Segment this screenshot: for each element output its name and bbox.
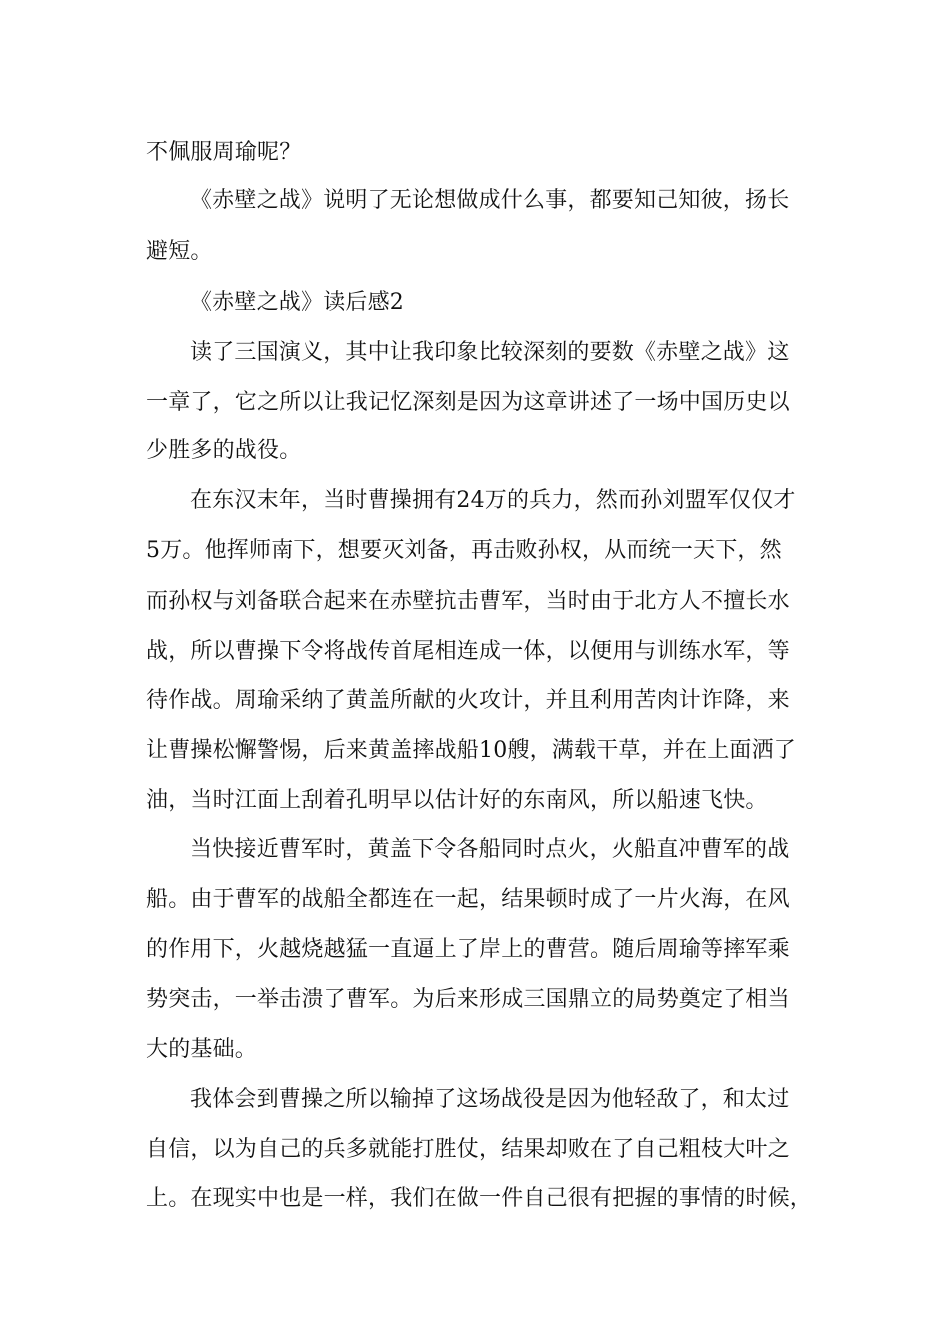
text-line: 自信，以为自己的兵多就能打胜仗，结果却败在了自己粗枝大叶之 bbox=[146, 1137, 790, 1162]
text-line: 我体会到曹操之所以输掉了这场战役是因为他轻敌了，和太过 bbox=[190, 1087, 790, 1112]
text-line: 在东汉末年，当时曹操拥有24万的兵力，然而孙刘盟军仅仅才 bbox=[190, 488, 796, 513]
text-line: 的作用下，火越烧越猛一直逼上了岸上的曹营。随后周瑜等摔军乘 bbox=[146, 937, 790, 962]
text-line: 当快接近曹军时，黄盖下令各船同时点火，火船直冲曹军的战 bbox=[190, 837, 790, 862]
text-line: 一章了，它之所以让我记忆深刻是因为这章讲述了一场中国历史以 bbox=[146, 390, 790, 415]
text-line: 待作战。周瑜采纳了黄盖所献的火攻计，并且利用苦肉计诈降，来 bbox=[146, 688, 790, 713]
text-line: 读了三国演义，其中让我印象比较深刻的要数《赤壁之战》这 bbox=[190, 340, 790, 365]
text-line: 船。由于曹军的战船全都连在一起，结果顿时成了一片火海，在风 bbox=[146, 887, 790, 912]
text-line: 避短。 bbox=[146, 239, 213, 264]
text-line: 而孙权与刘备联合起来在赤壁抗击曹军，当时由于北方人不擅长水 bbox=[146, 589, 790, 614]
section-heading: 《赤壁之战》读后感2 bbox=[190, 290, 404, 315]
text-line: 让曹操松懈警惕，后来黄盖摔战船10艘，满载干草，并在上面洒了 bbox=[146, 738, 796, 763]
text-line: 势突击，一举击溃了曹军。为后来形成三国鼎立的局势奠定了相当 bbox=[146, 987, 790, 1012]
text-line: 油，当时江面上刮着孔明早以估计好的东南风，所以船速飞快。 bbox=[146, 788, 768, 813]
text-line: 大的基础。 bbox=[146, 1037, 258, 1062]
text-line: 少胜多的战役。 bbox=[146, 438, 302, 463]
text-line: 《赤壁之战》说明了无论想做成什么事，都要知己知彼，扬长 bbox=[190, 188, 790, 213]
text-line: 上。在现实中也是一样，我们在做一件自己很有把握的事情的时候， bbox=[146, 1186, 813, 1211]
text-line: 5万。他挥师南下，想要灭刘备，再击败孙权，从而统一天下，然 bbox=[146, 538, 782, 563]
text-line: 战，所以曹操下令将战传首尾相连成一体，以便用与训练水军，等 bbox=[146, 639, 790, 664]
text-line: 不佩服周瑜呢？ bbox=[146, 140, 302, 165]
